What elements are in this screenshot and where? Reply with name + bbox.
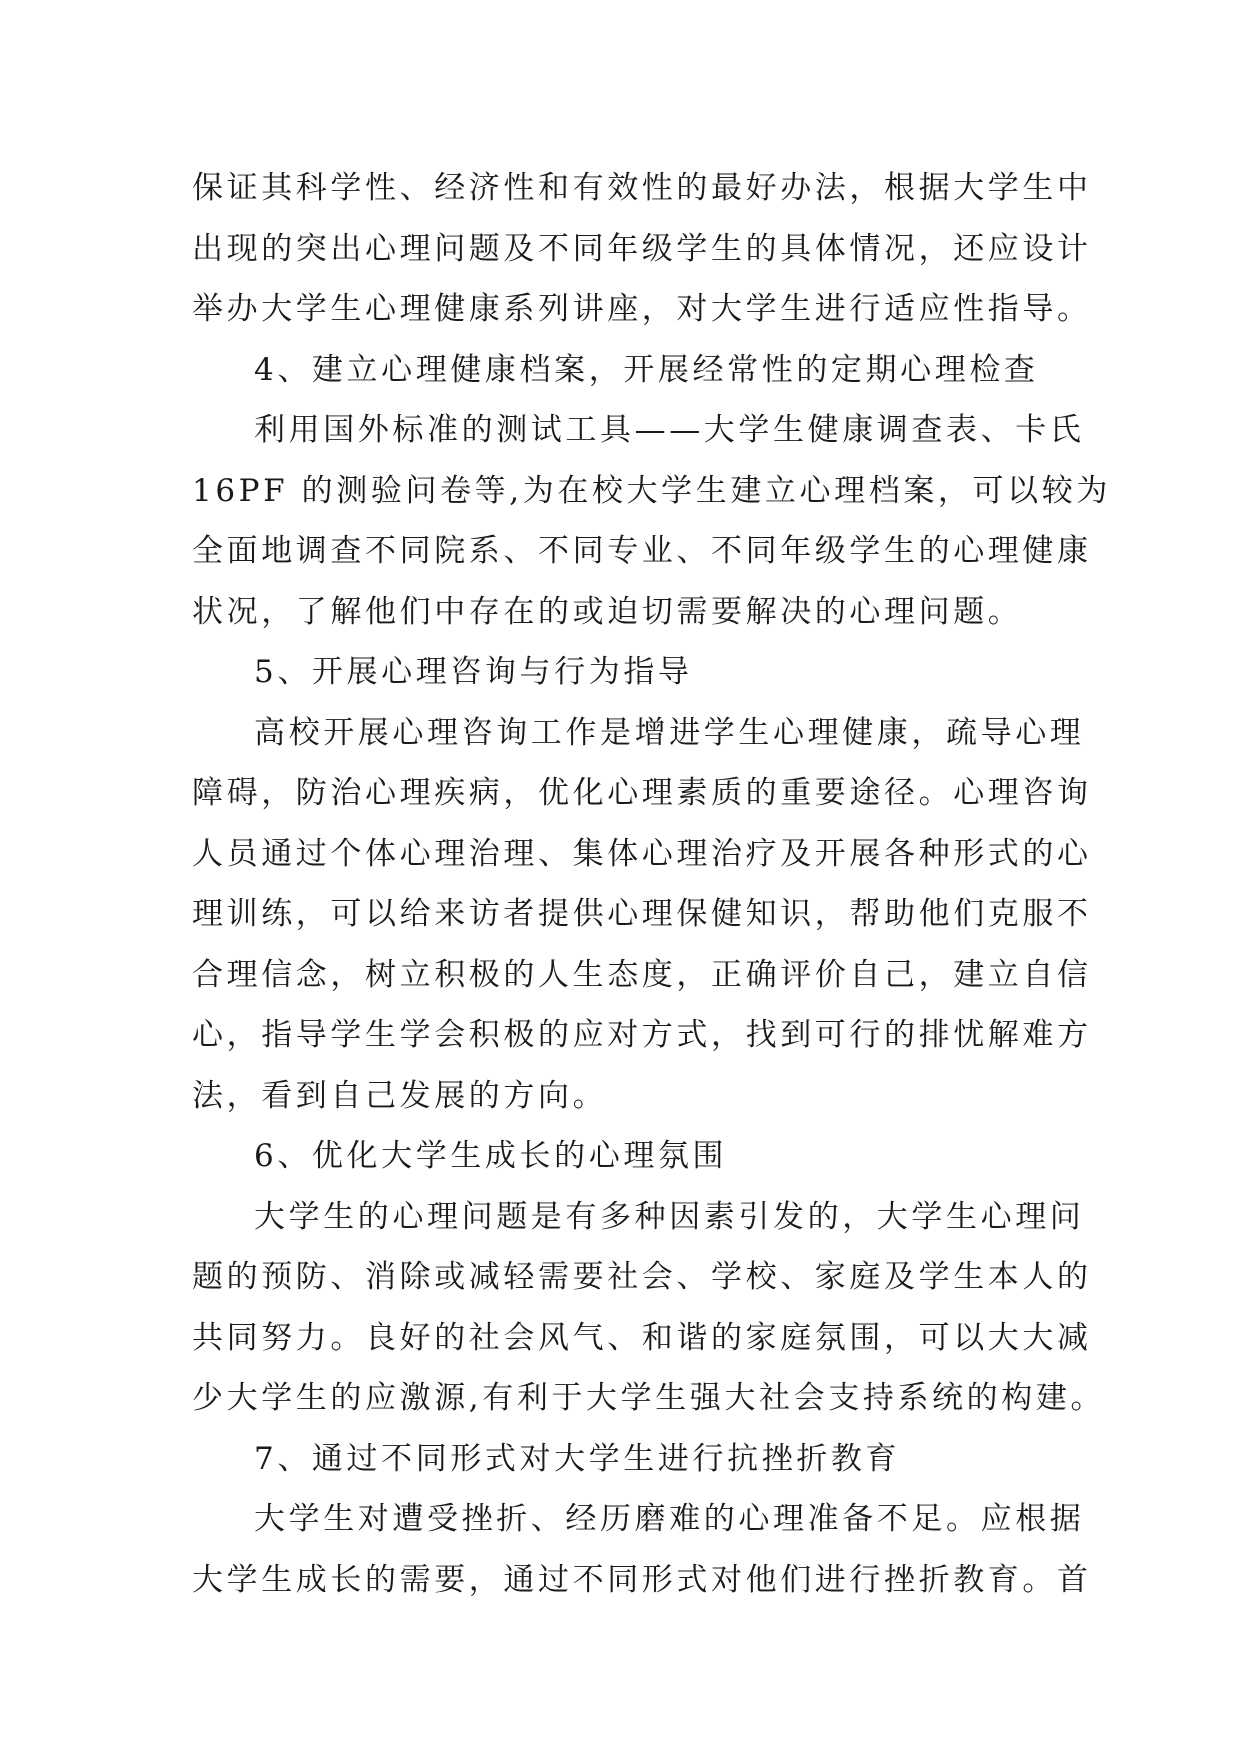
- text-line-20: 共同努力。良好的社会风气、和谐的家庭氛围，可以大大减: [192, 1319, 1092, 1356]
- text-line-21: 少大学生的应激源,有利于大学生强大社会支持系统的构建。: [192, 1380, 1106, 1416]
- text-line-7: 全面地调查不同院系、不同专业、不同年级学生的心理健康: [192, 533, 1092, 569]
- text-line-24: 大学生成长的需要，通过不同形式对他们进行挫折教育。首: [192, 1561, 1092, 1598]
- section-heading-5: 5、开展心理咨询与行为指导: [254, 654, 693, 690]
- text-line-8: 状况，了解他们中存在的或迫切需要解决的心理问题。: [192, 593, 1023, 630]
- section-heading-6: 6、优化大学生成长的心理氛围: [254, 1138, 728, 1174]
- text-line-18: 大学生的心理问题是有多种因素引发的，大学生心理问: [254, 1198, 1085, 1235]
- text-line-13: 理训练，可以给来访者提供心理保健知识，帮助他们克服不: [192, 896, 1092, 932]
- text-line-11: 障碍，防治心理疾病，优化心理素质的重要途径。心理咨询: [192, 775, 1092, 811]
- text-line-5: 利用国外标准的测试工具——大学生健康调查表、卡氏: [254, 412, 1085, 448]
- text-line-3: 举办大学生心理健康系列讲座，对大学生进行适应性指导。: [192, 291, 1092, 327]
- text-line-16: 法，看到自己发展的方向。: [192, 1077, 608, 1114]
- text-line-12: 人员通过个体心理治理、集体心理治疗及开展各种形式的心: [192, 835, 1092, 872]
- text-line-10: 高校开展心理咨询工作是增进学生心理健康，疏导心理: [254, 714, 1085, 751]
- text-line-6: 16PF 的测验问卷等,为在校大学生建立心理档案，可以较为: [192, 472, 1111, 509]
- document-body: [192, 158, 1111, 1610]
- text-line-23: 大学生对遭受挫折、经历磨难的心理准备不足。应根据: [254, 1501, 1085, 1537]
- text-line-2: 出现的突出心理问题及不同年级学生的具体情况，还应设计: [192, 230, 1092, 267]
- text-line-14: 合理信念，树立积极的人生态度，正确评价自己，建立自信: [192, 956, 1092, 993]
- section-heading-4: 4、建立心理健康档案，开展经常性的定期心理检查: [254, 351, 1039, 388]
- text-line-1: 保证其科学性、经济性和有效性的最好办法，根据大学生中: [192, 170, 1092, 206]
- text-line-19: 题的预防、消除或减轻需要社会、学校、家庭及学生本人的: [192, 1259, 1092, 1295]
- section-heading-7: 7、通过不同形式对大学生进行抗挫折教育: [254, 1440, 901, 1477]
- text-line-15: 心，指导学生学会积极的应对方式，找到可行的排忧解难方: [192, 1017, 1092, 1053]
